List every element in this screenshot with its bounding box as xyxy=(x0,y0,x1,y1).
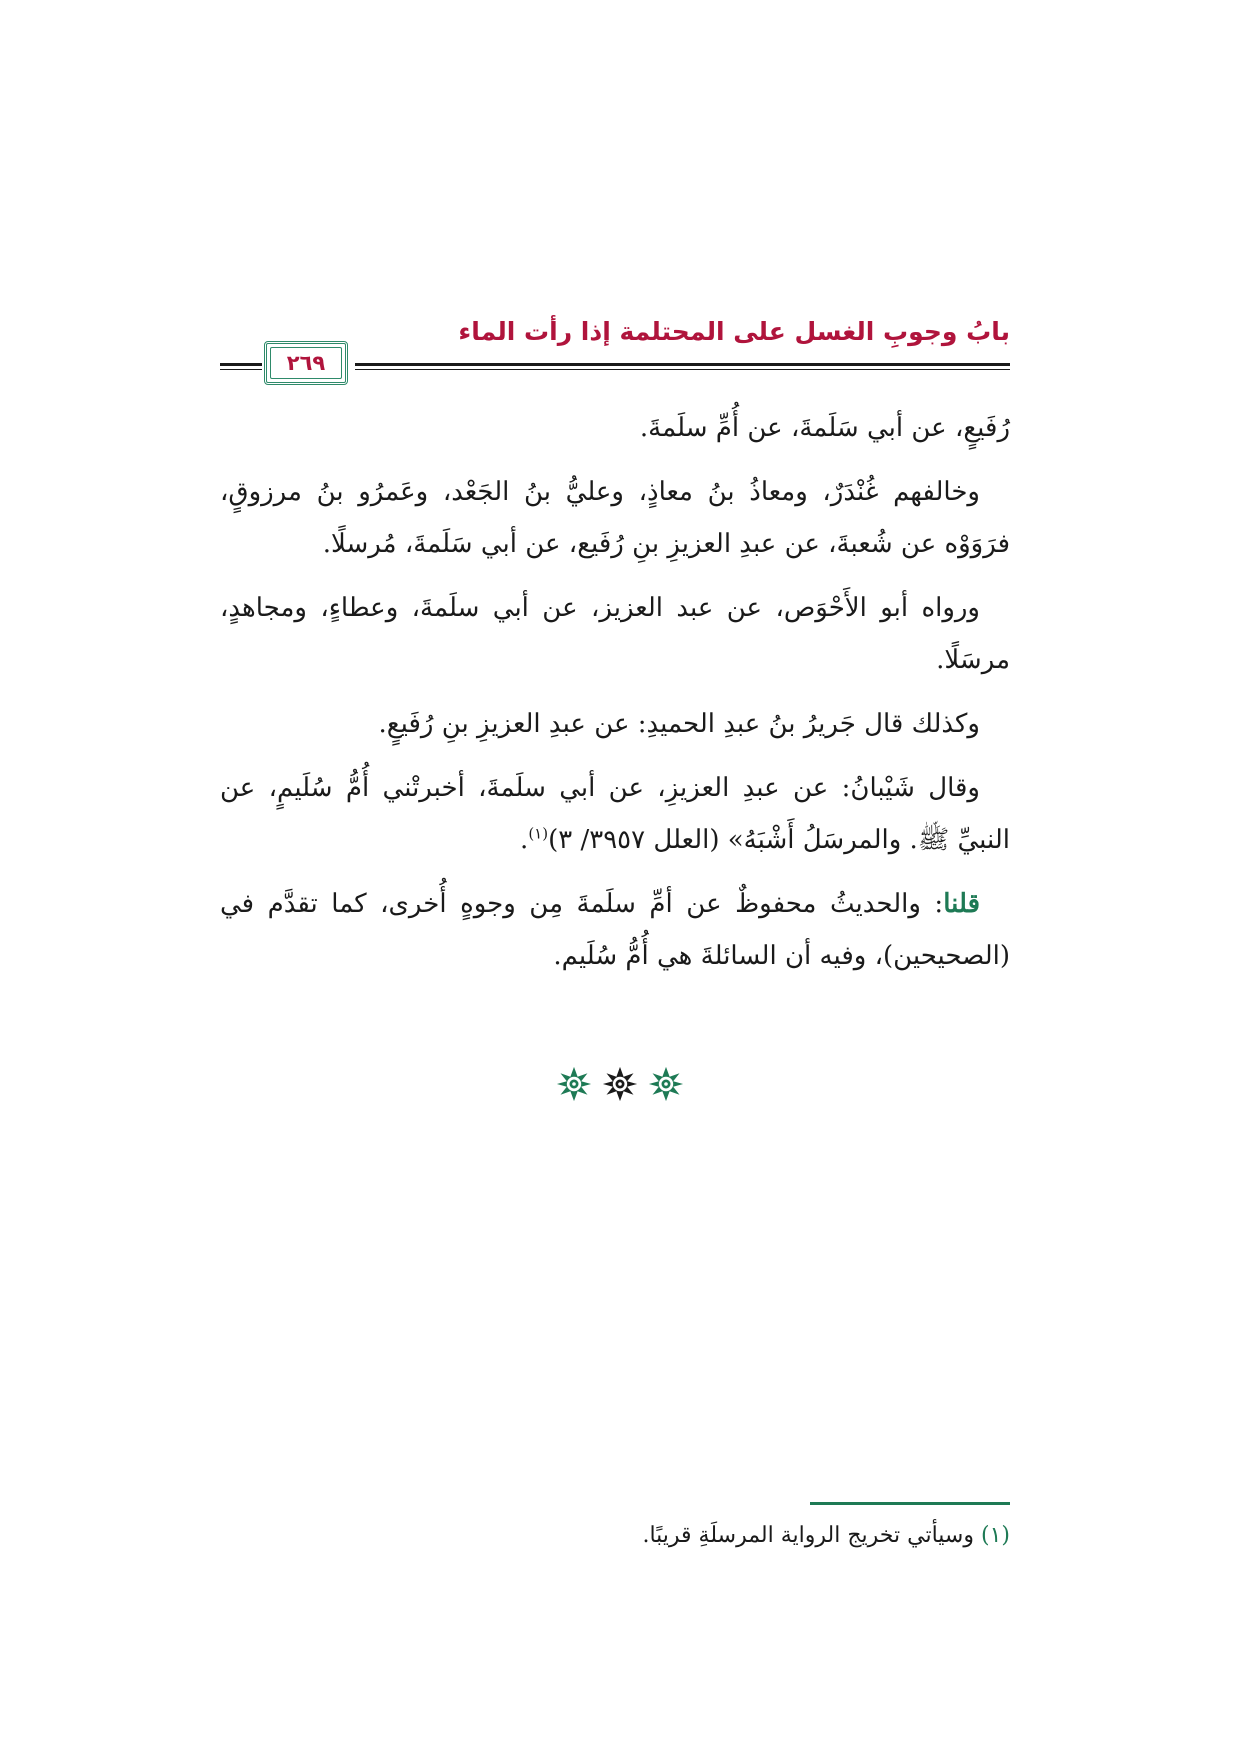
paragraph-2: وخالفهم غُنْدَرٌ، ومعاذُ بنُ معاذٍ، وعليُّ بنُ الجَعْد، وعَمرُو بنُ مرزوقٍ، فرَوَوْه عن شُعبةَ، عن عبدِ العزيزِ بنِ رُفَيع، عن أبي سَلَمةَ، مُرسلًا. xyxy=(220,477,1010,559)
header-rule-left xyxy=(220,363,262,366)
footnote xyxy=(220,1514,1010,1558)
footnote-reference[interactable]: (١) xyxy=(528,824,549,843)
flower-ornament-icon xyxy=(602,1066,638,1102)
paragraph-5 xyxy=(220,762,1010,866)
page-number: ٢٦٩ xyxy=(286,351,326,375)
paragraph-6 xyxy=(220,878,1010,982)
footnote-number: (١) xyxy=(980,1523,1010,1548)
page-number-frame xyxy=(264,341,348,385)
header-rule-left-thin xyxy=(220,369,262,370)
flower-ornament-icon xyxy=(556,1066,592,1102)
footnote-separator xyxy=(810,1502,1010,1505)
lead-word: قلنا xyxy=(943,889,980,919)
chapter-title: بابُ وجوبِ الغسل على المحتلمة إذا رأت الماء xyxy=(458,317,1010,346)
paragraph-1: رُفَيعٍ، عن أبي سَلَمةَ، عن أُمِّ سلَمةَ. xyxy=(639,413,1010,443)
header-rule xyxy=(355,363,1010,366)
header-rule-thin xyxy=(355,369,1010,370)
paragraph-4: وكذلك قال جَريرُ بنُ عبدِ الحميدِ: عن عبدِ العزيزِ بنِ رُفَيعٍ. xyxy=(378,709,980,739)
footnote-text: وسيأتي تخريج الرواية المرسلَةِ قريبًا. xyxy=(642,1523,981,1548)
main-text xyxy=(220,402,1010,994)
flower-ornament-icon xyxy=(648,1066,684,1102)
paragraph-5-end: . xyxy=(520,825,529,855)
paragraph-6-text: : والحديثُ محفوظٌ عن أمِّ سلَمةَ مِن وجوهٍ أُخرى، كما تقدَّم في (الصحيحين)، وفيه أن السائلةَ هي أُمُّ سُلَيم. xyxy=(220,889,1010,971)
page-header xyxy=(220,305,1010,385)
paragraph-3: ورواه أبو الأَحْوَص، عن عبد العزيز، عن أبي سلَمةَ، وعطاءٍ، ومجاهدٍ، مرسَلًا. xyxy=(220,593,1010,675)
paragraph-5-text: وقال شَيْبانُ: عن عبدِ العزيزِ، عن أبي سلَمةَ، أخبرتْني أُمُّ سُلَيمٍ، عن النبيِّ ﷺ. والمرسَلُ أَشْبَهُ» (العلل ٣٩٥٧/ ٣) xyxy=(220,773,1010,855)
section-end-ornaments xyxy=(0,1066,1240,1102)
